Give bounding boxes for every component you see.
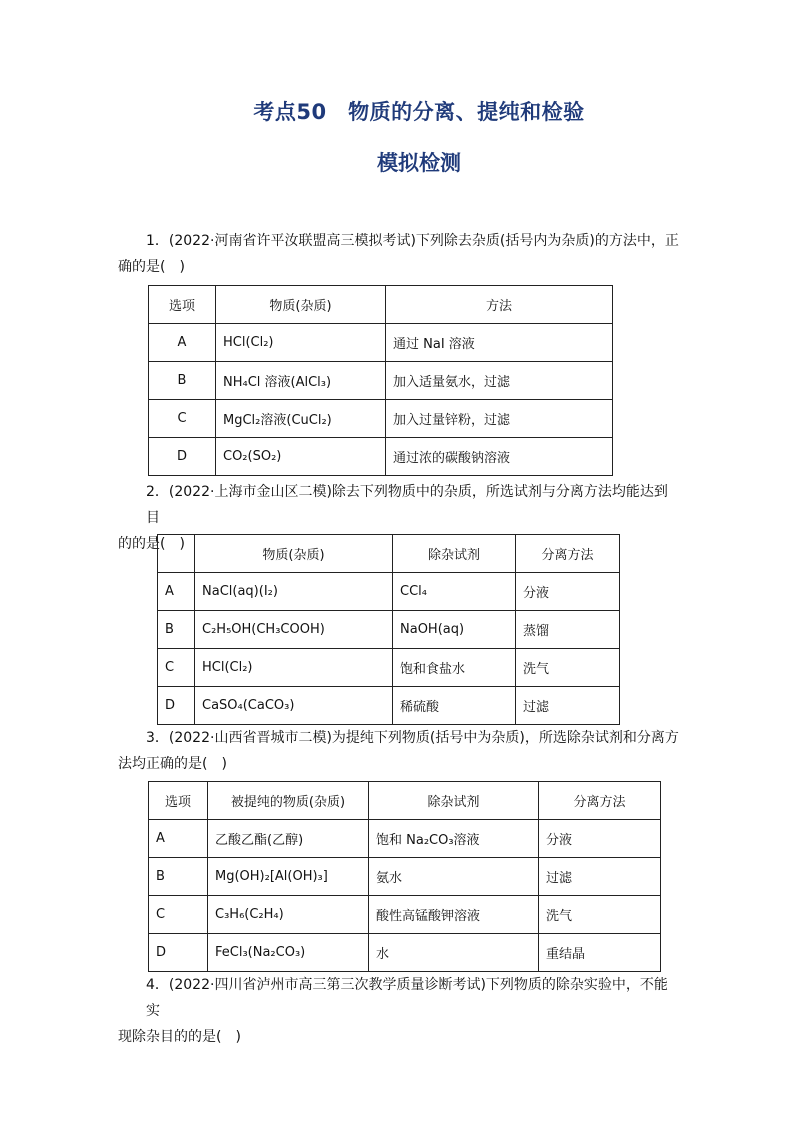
table-row — [149, 820, 661, 858]
question-2-line-1: 2．(2022·上海市金山区二模)除去下列物质中的杂质，所选试剂与分离方法均能达到目 — [146, 484, 668, 526]
table-row — [158, 573, 620, 611]
table-cell: C — [149, 896, 208, 934]
table-row — [149, 858, 661, 896]
table-row — [149, 934, 661, 972]
table-row — [149, 896, 661, 934]
table-header-row — [149, 782, 661, 820]
question-3-stem — [118, 725, 680, 777]
table-cell: 过滤 — [539, 858, 661, 896]
question-3-table — [148, 781, 661, 972]
table-cell: 水 — [369, 934, 539, 972]
table-cell: C — [149, 400, 216, 438]
question-3-line-2: 法均正确的是( ) — [118, 756, 227, 772]
table-row — [149, 400, 613, 438]
table-cell: HCl(Cl₂) — [195, 649, 393, 687]
table-cell: A — [149, 324, 216, 362]
table-cell: B — [158, 611, 195, 649]
table-header-cell: 分离方法 — [539, 782, 661, 820]
table-cell: FeCl₃(Na₂CO₃) — [208, 934, 369, 972]
table-cell: 饱和 Na₂CO₃溶液 — [369, 820, 539, 858]
table-cell: 分液 — [516, 573, 620, 611]
table-cell: NaCl(aq)(I₂) — [195, 573, 393, 611]
table-cell: A — [158, 573, 195, 611]
table-cell: C — [158, 649, 195, 687]
table-header-cell: 除杂试剂 — [369, 782, 539, 820]
table-cell: D — [149, 934, 208, 972]
table-cell: B — [149, 362, 216, 400]
table-cell: 加入过量锌粉，过滤 — [386, 400, 613, 438]
table-cell: C₂H₅OH(CH₃COOH) — [195, 611, 393, 649]
table-cell: 洗气 — [516, 649, 620, 687]
table-cell: B — [149, 858, 208, 896]
table-header-cell: 方法 — [386, 286, 613, 324]
table-cell: C₃H₆(C₂H₄) — [208, 896, 369, 934]
question-3-line-1: 3．(2022·山西省晋城市二模)为提纯下列物质(括号中为杂质)，所选除杂试剂和分离方 — [146, 730, 679, 746]
question-1-line-1: 1．(2022·河南省许平汝联盟高三模拟考试)下列除去杂质(括号内为杂质)的方法中，正 — [146, 233, 679, 249]
table-cell: D — [158, 687, 195, 725]
table-cell: CaSO₄(CaCO₃) — [195, 687, 393, 725]
table-cell: 氨水 — [369, 858, 539, 896]
table-cell: 洗气 — [539, 896, 661, 934]
table-cell: D — [149, 438, 216, 476]
table-row — [149, 362, 613, 400]
table-header-cell: 分离方法 — [516, 535, 620, 573]
table-cell: A — [149, 820, 208, 858]
table-header-cell: 被提纯的物质(杂质) — [208, 782, 369, 820]
table-row — [158, 611, 620, 649]
question-4-line-1: 4．(2022·四川省泸州市高三第三次教学质量诊断考试)下列物质的除杂实验中，不能实 — [146, 977, 668, 1019]
table-cell: NH₄Cl 溶液(AlCl₃) — [216, 362, 386, 400]
table-cell: CCl₄ — [393, 573, 516, 611]
table-cell: 饱和食盐水 — [393, 649, 516, 687]
table-row — [149, 324, 613, 362]
page-title: 考点50 物质的分离、提纯和检验 — [253, 100, 585, 124]
table-cell: 通过 NaI 溶液 — [386, 324, 613, 362]
question-4-line-2: 现除杂目的的是( ) — [118, 1029, 241, 1045]
question-2-table — [157, 534, 620, 725]
table-cell: 稀硫酸 — [393, 687, 516, 725]
table-header-cell: 物质(杂质) — [216, 286, 386, 324]
table-header-row — [158, 535, 620, 573]
table-cell: 重结晶 — [539, 934, 661, 972]
question-1-table — [148, 285, 613, 476]
table-header-cell: 选项 — [149, 286, 216, 324]
table-header-cell: 除杂试剂 — [393, 535, 516, 573]
table-cell: HCl(Cl₂) — [216, 324, 386, 362]
table-cell: NaOH(aq) — [393, 611, 516, 649]
table-cell: 加入适量氨水，过滤 — [386, 362, 613, 400]
table-cell: Mg(OH)₂[Al(OH)₃] — [208, 858, 369, 896]
table-cell: 蒸馏 — [516, 611, 620, 649]
table-cell: 乙酸乙酯(乙醇) — [208, 820, 369, 858]
table-cell: 通过浓的碳酸钠溶液 — [386, 438, 613, 476]
table-row — [149, 438, 613, 476]
table-header-cell: 选项 — [149, 782, 208, 820]
table-header-cell: 物质(杂质) — [195, 535, 393, 573]
table-cell: 过滤 — [516, 687, 620, 725]
table-header-row — [149, 286, 613, 324]
question-4-stem — [118, 972, 680, 1050]
question-1-stem — [118, 228, 680, 280]
table-cell: CO₂(SO₂) — [216, 438, 386, 476]
table-header-cell — [158, 535, 195, 573]
question-2-line-2: 的的是( ) — [118, 536, 185, 552]
table-row — [158, 649, 620, 687]
table-cell: MgCl₂溶液(CuCl₂) — [216, 400, 386, 438]
question-1-line-2: 确的是( ) — [118, 259, 185, 275]
table-cell: 分液 — [539, 820, 661, 858]
table-row — [158, 687, 620, 725]
table-cell: 酸性高锰酸钾溶液 — [369, 896, 539, 934]
page-subtitle: 模拟检测 — [377, 151, 461, 175]
